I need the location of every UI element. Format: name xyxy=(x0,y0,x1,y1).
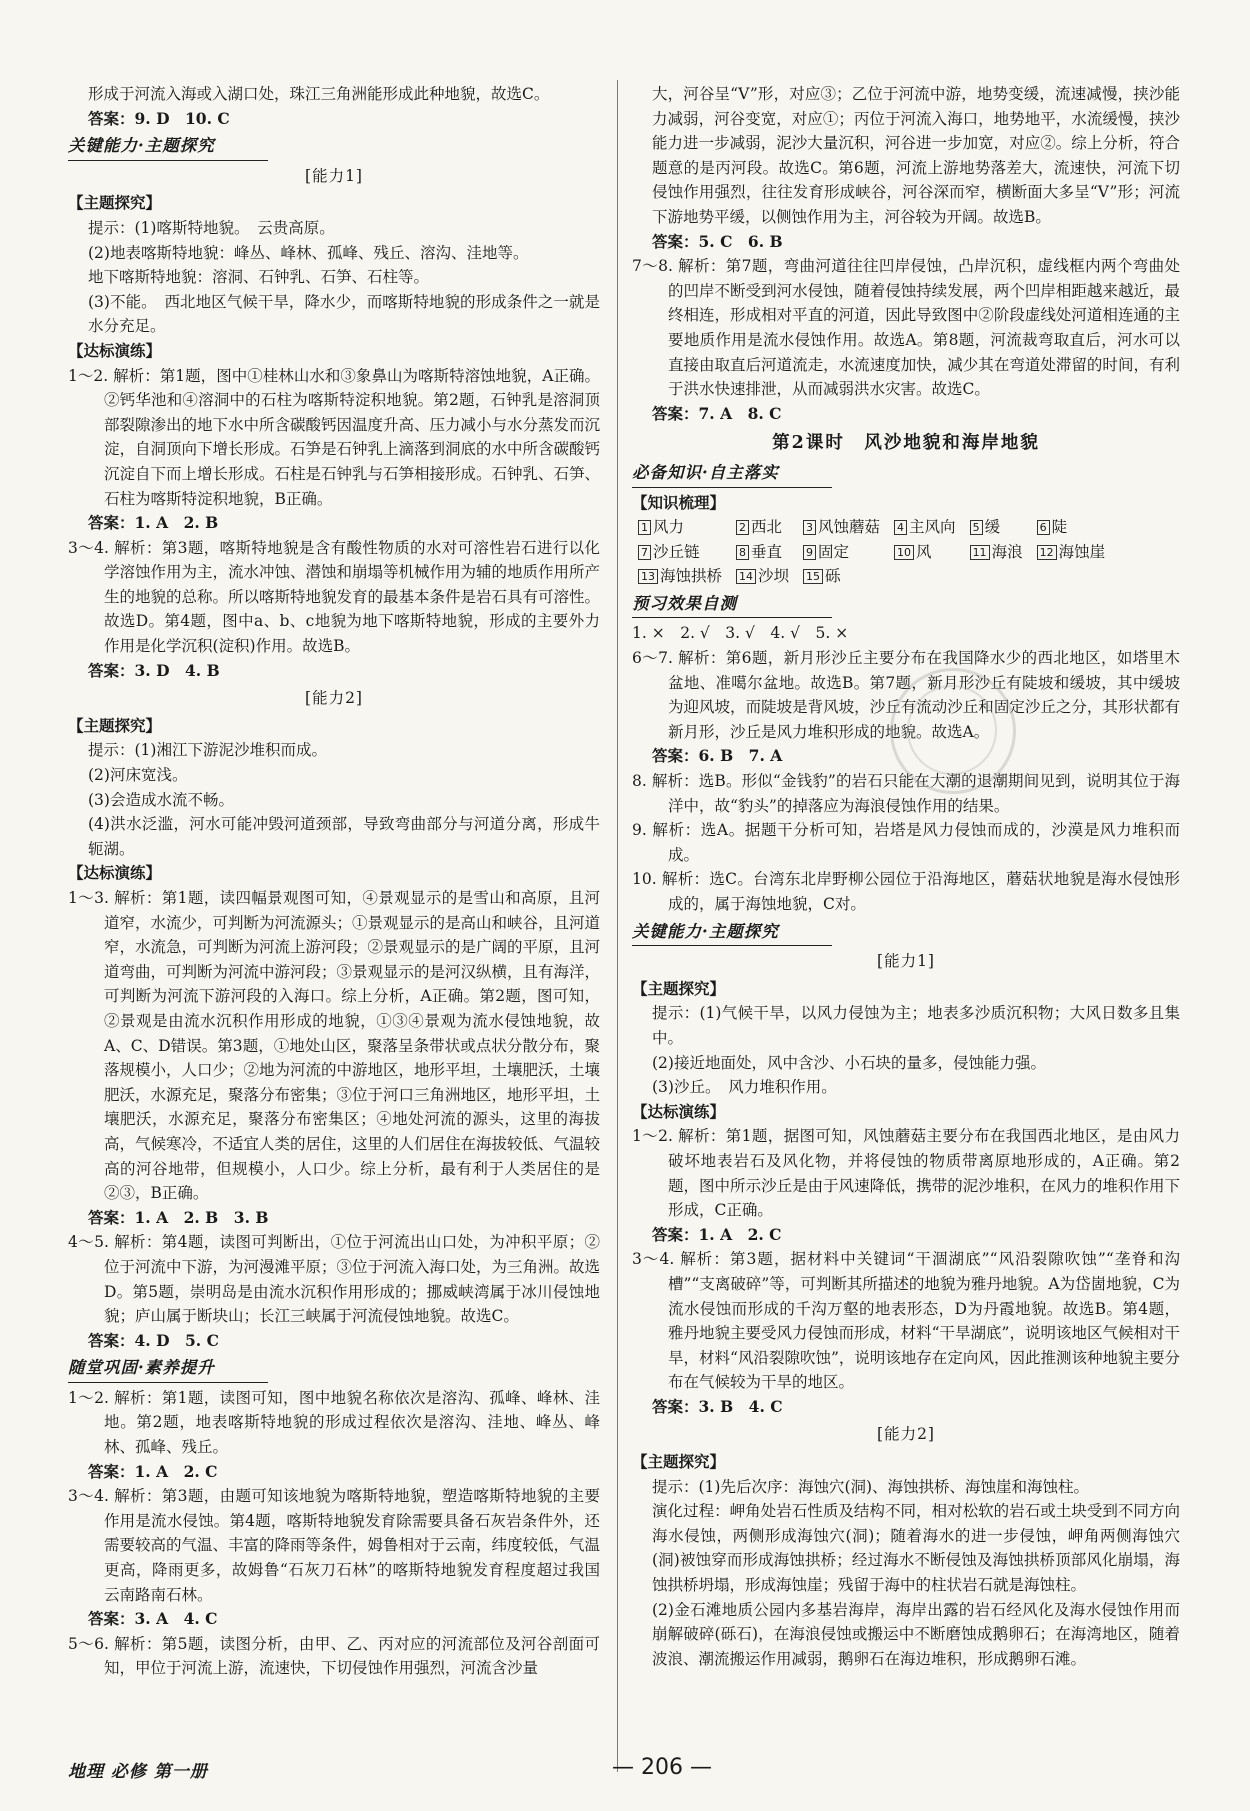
knowledge-item-number: 14 xyxy=(736,569,756,584)
knowledge-item xyxy=(1037,540,1106,565)
paragraph: 3～4. 解析：第3题，喀斯特地貌是含有酸性物质的水对可溶性岩石进行以化学溶蚀作用为主，流水冲蚀、潜蚀和崩塌等机械作用为辅的地质作用所产生的地貌的总称。所以喀斯特地貌发育的最基本条件是岩石具有可溶性。故选D。第4题，图中a、b、c地貌为地下喀斯特地貌，形成的主要外力作用是化学沉积(淀积)作用。故选B。 xyxy=(68,538,601,656)
knowledge-item-number: 5 xyxy=(970,520,983,535)
ability-label: [能力2] xyxy=(877,1425,935,1444)
paragraph: (2)接近地面处，风中含沙、小石块的量多，侵蚀能力强。 xyxy=(652,1053,1046,1072)
knowledge-item-text: 沙丘链 xyxy=(653,542,700,561)
knowledge-item-number: 1 xyxy=(638,520,651,535)
answer-line: 答案：3. D 4. B xyxy=(88,660,220,680)
paragraph: 10. 解析：选C。台湾东北岸野柳公园位于沿海地区，蘑菇状地貌是海水侵蚀形成的，属于海蚀地貌，C对。 xyxy=(632,870,1180,913)
knowledge-item-number: 11 xyxy=(970,545,990,560)
bracket-heading: 【主题探究】 xyxy=(632,978,726,998)
bracket-heading: 【达标演练】 xyxy=(68,863,162,883)
paragraph: (3)沙丘。 风力堆积作用。 xyxy=(652,1078,837,1097)
lesson-title: 第2课时 风沙地貌和海岸地貌 xyxy=(772,433,1040,454)
ability-label: [能力2] xyxy=(305,689,363,708)
knowledge-item-text: 海浪 xyxy=(991,542,1023,561)
paragraph: 4～5. 解析：第4题，读图可判断出，①位于河流出山口处，为冲积平原；②位于河流中下游，为河漫滩平原；③位于河流入海口处，为三角洲。故选D。第5题，崇明岛是由流水沉积作用形成的；挪威峡湾属于冰川侵蚀地貌；庐山属于断块山；长江三峡属于河流侵蚀地貌。故选C。 xyxy=(68,1233,601,1326)
knowledge-item-text: 垂直 xyxy=(751,542,783,561)
paragraph: 演化过程：岬角处岩石性质及结构不同，相对松软的岩石或土块受到不同方向海水侵蚀，两侧形成海蚀穴(洞)；随着海水的进一步侵蚀，岬角两侧海蚀穴(洞)被蚀穿而形成海蚀拱桥；经过海水不断侵蚀及海蚀拱桥顶部风化崩塌，海蚀拱桥坍塌，形成海蚀崖；残留于海中的柱状岩石就是海蚀柱。 xyxy=(652,1502,1180,1595)
column-divider xyxy=(617,80,618,1772)
paragraph: (3)不能。 西北地区气候干旱，降水少，而喀斯特地貌的形成条件之一就是水分充足。 xyxy=(88,292,600,336)
bracket-heading: 【达标演练】 xyxy=(68,340,162,360)
bracket-heading: 【主题探究】 xyxy=(68,193,162,213)
knowledge-item-text: 砾 xyxy=(825,567,841,586)
section-heading: 随堂巩固·素养提升 xyxy=(68,1356,268,1383)
knowledge-item-text: 风蚀蘑菇 xyxy=(818,518,881,537)
knowledge-item-text: 风力 xyxy=(653,518,685,537)
bracket-heading: 【主题探究】 xyxy=(68,715,162,735)
answer-line: 答案：1. A 2. B 3. B xyxy=(88,1207,269,1227)
paragraph: 提示：(1)喀斯特地貌。 云贵高原。 xyxy=(88,218,335,237)
knowledge-item-number: 2 xyxy=(736,520,749,535)
knowledge-item xyxy=(638,515,722,540)
knowledge-item xyxy=(894,515,956,540)
left-column xyxy=(68,82,600,1681)
knowledge-item xyxy=(894,540,956,565)
bracket-heading: 【知识梳理】 xyxy=(632,492,726,512)
knowledge-item-number: 6 xyxy=(1037,520,1050,535)
paragraph: 地下喀斯特地貌：溶洞、石钟乳、石笋、石柱等。 xyxy=(88,268,430,287)
bracket-heading: 【主题探究】 xyxy=(632,1452,726,1472)
ability-label: [能力1] xyxy=(877,952,935,971)
paragraph: 1～2. 解析：第1题，读图可知，图中地貌名称依次是溶沟、孤峰、峰林、洼地。第2题，地表喀斯特地貌的形成过程依次是溶沟、洼地、峰丛、峰林、孤峰、残丘。 xyxy=(68,1388,600,1457)
answer-line: 答案：4. D 5. C xyxy=(88,1330,219,1350)
answer-line: 答案：1. A 2. C xyxy=(88,1461,218,1481)
paragraph: 3～4. 解析：第3题，据材料中关键词“干涸湖底”“风沿裂隙吹蚀”“垄脊和沟槽”“支离破碎”等，可判断其所描述的地貌为雅丹地貌。A为岱崮地貌，C为流水侵蚀而形成的千沟万壑的地表形态，D为丹霞地貌。故选B。第4题，雅丹地貌主要受风力侵蚀而形成，材料“干旱湖底”，说明该地区气候相对干旱，材料“风沿裂隙吹蚀”，说明该地存在定向风，因此推测该种地貌主要分布在气候较为干旱的地区。 xyxy=(632,1250,1180,1392)
paragraph: (2)金石滩地质公园内多基岩海岸，海岸出露的岩石经风化及海水侵蚀作用而崩解破碎(砾石)，在海浪侵蚀或搬运中不断磨蚀成鹅卵石；在海湾地区，随着波浪、潮流搬运作用减弱，鹅卵石在海边堆积，形成鹅卵石滩。 xyxy=(652,1600,1180,1668)
paragraph: 1～2. 解析：第1题，据图可知，风蚀蘑菇主要分布在我国西北地区，是由风力破坏地表岩石及风化物，并将侵蚀的物质带离原地形成的，A正确。第2题，图中所示沙丘是由于风速降低，携带的泥沙堆积，在风力的堆积作用下形成，C正确。 xyxy=(632,1127,1180,1220)
section-heading: 预习效果自测 xyxy=(632,592,832,619)
knowledge-item xyxy=(803,540,880,565)
paragraph: (4)洪水泛滥，河水可能冲毁河道颈部，导致弯曲部分与河道分离，形成牛轭湖。 xyxy=(88,815,600,858)
right-column xyxy=(632,82,1180,1671)
knowledge-item-number: 12 xyxy=(1037,545,1057,560)
knowledge-item-text: 固定 xyxy=(818,542,850,561)
knowledge-item xyxy=(638,564,722,589)
section-heading: 关键能力·主题探究 xyxy=(68,134,268,161)
paragraph: (2)地表喀斯特地貌：峰丛、峰林、孤峰、残丘、溶沟、洼地等。 xyxy=(88,243,529,262)
knowledge-item xyxy=(803,564,880,589)
knowledge-item-number: 7 xyxy=(638,545,651,560)
knowledge-item-text: 主风向 xyxy=(909,518,956,537)
knowledge-item xyxy=(1037,515,1106,540)
knowledge-item-text: 海蚀拱桥 xyxy=(660,567,723,586)
knowledge-item-text: 陡 xyxy=(1051,518,1068,537)
paragraph: 8. 解析：选B。形似“金钱豹”的岩石只能在大潮的退潮期间见到，说明其位于海洋中，故“豹头”的掉落应为海浪侵蚀作用的结果。 xyxy=(632,772,1180,815)
page-number: — 206 — xyxy=(612,1755,712,1780)
knowledge-item xyxy=(736,564,789,589)
knowledge-item xyxy=(638,540,722,565)
knowledge-item-number: 10 xyxy=(894,545,914,560)
paragraph: 形成于河流入海或入湖口处，珠江三角洲能形成此种地貌，故选C。 xyxy=(88,85,550,103)
answer-line: 答案：1. A 2. C xyxy=(652,1224,782,1244)
paragraph: 1. × 2. √ 3. √ 4. √ 5. × xyxy=(632,624,849,643)
answer-line: 答案：3. A 4. C xyxy=(88,1609,218,1629)
paragraph: 3～4. 解析：第3题，由题可知该地貌为喀斯特地貌，塑造喀斯特地貌的主要作用是流水侵蚀。第4题，喀斯特地貌发育除需要具备石灰岩条件外，还需要较高的气温、丰富的降雨等条件，姆鲁相对于云南，纬度较低，气温更高，降雨更多，故姆鲁“石灰刀石林”的喀斯特地貌发育程度超过我国云南路南石林。 xyxy=(68,1487,601,1604)
answer-line: 答案：9. D 10. C xyxy=(88,108,230,128)
answer-line: 答案：3. B 4. C xyxy=(652,1396,783,1416)
section-heading: 关键能力·主题探究 xyxy=(632,920,832,947)
paragraph: 1～3. 解析：第1题，读四幅景观图可知，④景观显示的是雪山和高原，且河道窄，水流少，可判断为河流源头；①景观显示的是高山和峡谷，且河道窄，水流急，可判断为河流上游河段；②景观显示的是广阔的平原，且河道弯曲，可判断为河流中游河段；③景观显示的是河汉纵横，且有海洋，可判断为河流下游河段的入海口。综上分析，A正确。第2题，图可知，②景观是由流水沉积作用形成的地貌，①③④景观为流水侵蚀地貌，故A、C、D错误。第3题，①地处山区，聚落呈条带状或点状分散分布，聚落规模小，人口少；②地为河流的中游地区，地形平坦，土壤肥沃，土壤肥沃，水源充足，聚落分布密集；③位于河口三角洲地区，地形平坦，土壤肥沃，水源充足，聚落分布密集区；④地处河流的源头，这里的海拔高，气候寒冷，不适宜人类的居住，这里的人们居住在海拔较低、气温较高的河谷地带，但规模小，人口少。综上分析，最有利于人类居住的是②③，B正确。 xyxy=(68,889,601,1203)
knowledge-item xyxy=(736,515,789,540)
answer-line: 答案：7. A 8. C xyxy=(652,403,782,423)
paragraph: 1～2. 解析：第1题，图中①桂林山水和③象鼻山为喀斯特溶蚀地貌，A正确。②钙华池和④溶洞中的石柱为喀斯特淀积地貌。第2题，石钟乳是溶洞顶部裂隙渗出的地下水中所含碳酸钙因温度升高、压力减小与水分蒸发而沉淀，自洞顶向下增长形成。石笋是石钟乳上滴落到洞底的水中所含碳酸钙沉淀自下而上增长形成。石柱是石钟乳与石笋相接形成。石钟乳、石笋、石柱为喀斯特淀积地貌，B正确。 xyxy=(68,366,601,508)
paragraph: 大，河谷呈“V”形，对应③；乙位于河流中游，地势变缓，流速减慢，挟沙能力减弱，河谷变宽，对应①；丙位于河流入海口，地势地平，水流缓慢，挟沙能力进一步减弱，泥沙大量沉积，河谷进一步加宽，对应②。综上分析，符合题意的是丙河段。故选C。第6题，河流上游地势落差大，流速快，河流下切侵蚀作用强烈，往往发育形成峡谷，河谷深而窄，横断面大多呈“V”形；河流下游地势平缓，以侧蚀作用为主，河谷较为开阔。故选B。 xyxy=(652,85,1180,226)
paragraph: (2)河床宽浅。 xyxy=(88,766,188,785)
knowledge-item-number: 9 xyxy=(803,545,816,560)
knowledge-item-number: 8 xyxy=(736,545,749,560)
answer-line: 答案：6. B 7. A xyxy=(652,746,783,766)
knowledge-item-number: 15 xyxy=(803,569,823,584)
knowledge-item xyxy=(970,540,1023,565)
knowledge-item-number: 4 xyxy=(894,520,907,535)
ability-label: [能力1] xyxy=(305,166,363,185)
paragraph: 7～8. 解析：第7题，弯曲河道往往凹岸侵蚀，凸岸沉积，虚线框内两个弯曲处的凹岸不断受到河水侵蚀，随着侵蚀持续发展，两个凹岸相距越来越近，最终相连，形成相对平直的河道，因此导致图中②阶段虚线处河道相连通的主要地质作用是流水侵蚀作用。故选A。第8题，河流裁弯取直后，河水可以直接由取直后河道流走，水流速度加快，减少其在弯道处滞留的时间，有利于洪水快速排泄，从而减弱洪水灾害。故选C。 xyxy=(632,257,1180,399)
paragraph: 6～7. 解析：第6题，新月形沙丘主要分布在我国降水少的西北地区，如塔里木盆地、准噶尔盆地。故选B。第7题，新月形沙丘有陡坡和缓坡，其中缓坡为迎风坡，而陡坡是背风坡，沙丘有流动沙丘和固定沙丘之分，其形状都有新月形，沙丘是风力堆积形成的地貌。故选A。 xyxy=(632,649,1180,741)
footer-subject: 地理 必修 第一册 xyxy=(68,1762,208,1782)
knowledge-item-text: 西北 xyxy=(751,518,783,537)
paragraph: (3)会造成水流不畅。 xyxy=(88,790,234,809)
knowledge-item-number: 13 xyxy=(638,569,658,584)
knowledge-item xyxy=(736,540,789,565)
answer-line: 答案：1. A 2. B xyxy=(88,513,219,533)
knowledge-item xyxy=(970,515,1023,540)
paragraph: 提示：(1)气候干旱，以风力侵蚀为主；地表多沙质沉积物；大风日数多且集中。 xyxy=(652,1004,1180,1047)
answer-line: 答案：5. C 6. B xyxy=(652,231,783,251)
knowledge-item-text: 海蚀崖 xyxy=(1058,542,1106,561)
paragraph: 5～6. 解析：第5题，读图分析，由甲、乙、丙对应的河流部位及河谷剖面可知，甲位于河流上游，流速快，下切侵蚀作用强烈，河流含沙量 xyxy=(68,1634,600,1678)
paragraph: 9. 解析：选A。据题干分析可知，岩塔是风力侵蚀而成的，沙漠是风力堆积而成。 xyxy=(632,821,1180,864)
knowledge-item-text: 缓 xyxy=(984,518,1001,537)
knowledge-item-text: 沙坝 xyxy=(758,567,790,586)
paragraph: 提示：(1)先后次序：海蚀穴(洞)、海蚀拱桥、海蚀崖和海蚀柱。 xyxy=(652,1477,1090,1496)
knowledge-item xyxy=(803,515,880,540)
bracket-heading: 【达标演练】 xyxy=(632,1101,726,1121)
section-heading: 必备知识·自主落实 xyxy=(632,461,832,488)
watermark-stamp xyxy=(890,668,1016,794)
knowledge-grid xyxy=(632,515,1180,589)
knowledge-item-text: 风 xyxy=(916,542,932,561)
knowledge-item-number: 3 xyxy=(803,520,816,535)
paragraph: 提示：(1)湘江下游泥沙堆积而成。 xyxy=(88,741,327,760)
